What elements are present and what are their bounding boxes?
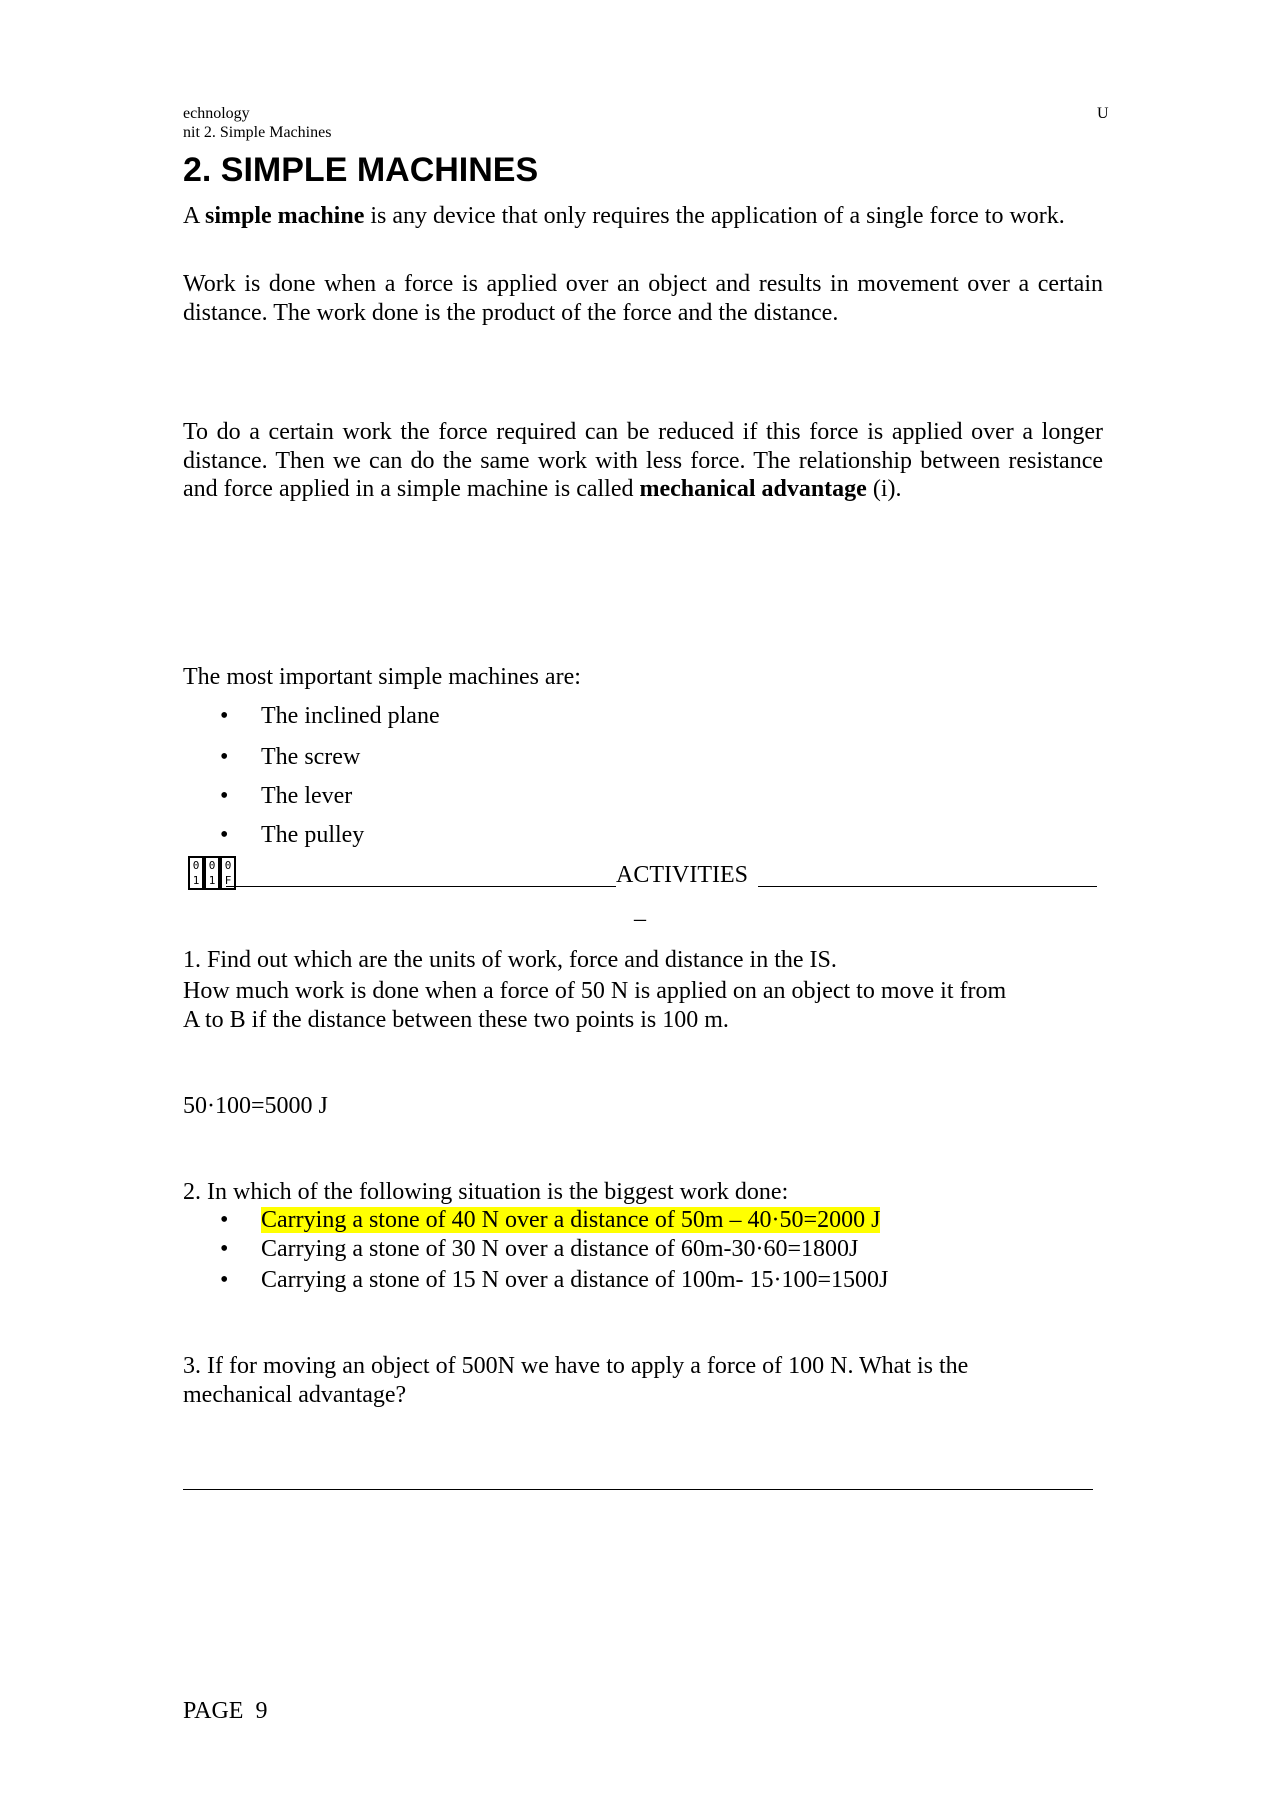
page-title: 2. SIMPLE MACHINES (183, 151, 539, 189)
glyph-box: 0 1 (204, 856, 220, 890)
option-item: Carrying a stone of 15 N over a distance of 100m- 15·100=1500J (261, 1267, 889, 1293)
question-2: 2. In which of the following situation is the biggest work done: (183, 1179, 789, 1205)
intro-paragraph-3 (183, 418, 1103, 504)
header-unit: nit 2. Simple Machines (183, 124, 332, 141)
header-subject: echnology (183, 105, 250, 122)
answer-1: 50·100=5000 J (183, 1093, 328, 1119)
bullet-icon: • (220, 1207, 229, 1233)
option-highlighted (261, 1206, 880, 1234)
intro-p1-text: A (183, 203, 206, 229)
bullet-icon: • (220, 744, 229, 770)
intro-p1-text-rest: is any device that only requires the application of a single force to work. (364, 203, 1065, 229)
bullet-icon: • (220, 703, 229, 729)
header-right-letter: U (1097, 105, 1109, 122)
term-mechanical-advantage: mechanical advantage (639, 476, 867, 502)
page-label: PAGE (183, 1698, 244, 1724)
highlighted-answer: Carrying a stone of 40 N over a distance of 50m – 40·50=2000 J (261, 1207, 881, 1233)
activities-rule-right (758, 886, 1097, 887)
question-1-text: How much work is done when a force of 50 N is applied on an object to move it from (183, 978, 1007, 1004)
answer-line (183, 1489, 1093, 1490)
question-3-text-cont: mechanical advantage? (183, 1382, 407, 1408)
glyph-box: 0 1 (188, 856, 204, 890)
intro-p3-text: To do a certain work the force required can be reduced if this force is applied over a longer distance. Then we can do the same work with less force. The relationship between resistance and force applied in a simple machine is called (183, 419, 1103, 502)
activities-rule-left (226, 886, 616, 887)
list-item: The inclined plane (261, 703, 440, 729)
missing-glyph-icon (188, 856, 236, 890)
intro-paragraph-1 (183, 202, 1103, 231)
bullet-icon: • (220, 783, 229, 809)
list-item: The lever (261, 783, 353, 809)
list-item: The screw (261, 744, 361, 770)
term-simple-machine: simple machine (205, 203, 365, 229)
bullet-icon: • (220, 1236, 229, 1262)
activities-dash: _ (634, 898, 646, 924)
page-number: 9 (255, 1698, 268, 1724)
activities-heading: ACTIVITIES (616, 862, 748, 888)
machines-lead: The most important simple machines are: (183, 664, 581, 690)
option-item: Carrying a stone of 30 N over a distance of 60m-30·60=1800J (261, 1236, 859, 1262)
question-1-text-cont: A to B if the distance between these two points is 100 m. (183, 1007, 729, 1033)
intro-paragraph-2: Work is done when a force is applied over an object and results in movement over a certain distance. The work done is the product of the force and the distance. (183, 271, 1103, 326)
bullet-icon: • (220, 1267, 229, 1293)
bullet-icon: • (220, 822, 229, 848)
list-item: The pulley (261, 822, 365, 848)
glyph-box: 0 F (220, 856, 236, 890)
question-1: 1. Find out which are the units of work, force and distance in the IS. (183, 947, 837, 973)
page-footer (183, 1697, 267, 1725)
intro-p3-text-rest: (i). (866, 476, 902, 502)
question-3: 3. If for moving an object of 500N we have to apply a force of 100 N. What is the (183, 1353, 969, 1379)
